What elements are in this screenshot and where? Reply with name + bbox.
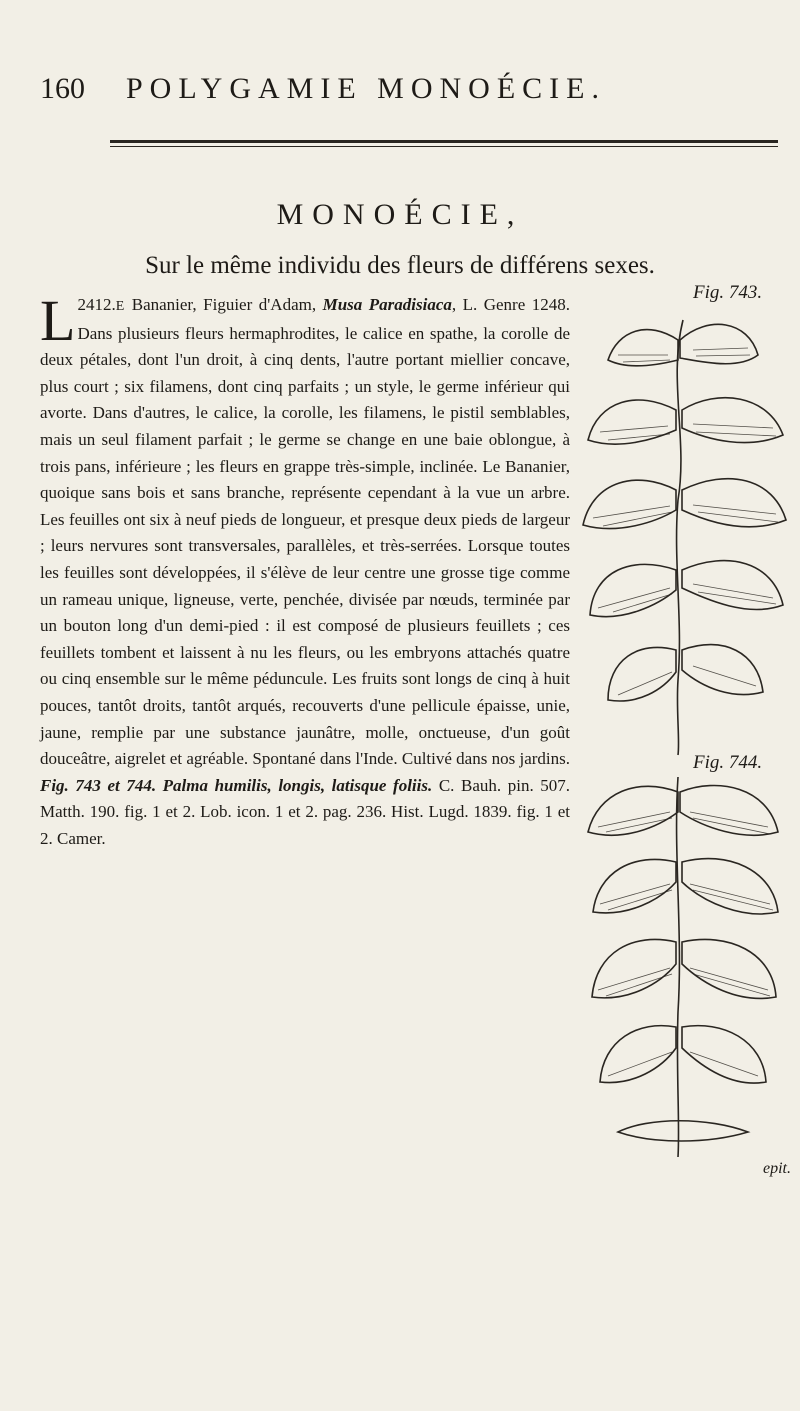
entry-number: 2412. xyxy=(77,295,116,314)
running-title: POLYGAMIE MONOÉCIE. xyxy=(126,72,606,105)
header-rule-thin xyxy=(110,146,778,147)
catchword: epit. xyxy=(763,1160,791,1177)
fig-744-label: Fig. 744. xyxy=(693,752,763,773)
section-title: MONOÉCIE, xyxy=(276,198,524,231)
references: C. Bauh. pin. 507. Matth. 190. fig. 1 et 2. Lob. icon. 1 et 2. pag. 236. Hist. Lugd. 1839. fig. 1 et 2. Camer. xyxy=(40,775,571,848)
header-rule-thick xyxy=(110,140,778,143)
entry-body: , L. Genre 1248. Dans plusieurs fleurs hermaphrodites, le calice en spathe, la corolle de deux pétales, dont l'un droit, à cinq dents, l'autre portant miellier concave, plus court ; six filamens, dont cinq parfaits ; un style, le germe inférieur qui avorte. Dans d'autres, le calice, la corolle, les filamens, le pistil semblables, mais un seul filament parfait ; le germe se change en une baie oblongue, à trois pans, inférieure ; les fleurs en grappe très-simple, inclinée. Le Bananier, quoique sans bois et sans branche, représente cependant à la vue un arbre. Les feuilles ont six à neuf pieds de longueur, et presque deux pieds de largeur ; leurs nervures sont transversales, parallèles, et très-serrées. Lorsque toutes les feuilles sont développées, il s'élève de leur centre une grosse tige comme un rameau unique, ligneuse, verte, penchée, divisée par nœuds, terminée par un bouton long d'un demi-pied : il est composé de plusieurs feuillets ; ces feuillets tombent et laissent à nu les fleurs, ou les embryons attachés quatre ou cinq ensemble sur le même péduncule. Les fruits sont longs de cinq à huit pouces, tantôt droits, tantôt arqués, recouverts d'une pellicule épaisse, unie, jaune, remplie par une substance jaunâtre, molle, onctueuse, d'un goût douceâtre, aigrelet et agréable. Spontané dans l'Inde. Cultivé dans nos jardins. xyxy=(40,295,570,769)
fig-743-label: Fig. 743. xyxy=(693,282,763,303)
lead-rest: E xyxy=(115,299,126,314)
drop-cap: L xyxy=(40,288,76,353)
entry-2412 xyxy=(40,288,571,852)
figure-reference: Fig. 743 et 744. xyxy=(40,775,157,795)
synonym: Palma humilis, longis, latisque foliis. xyxy=(162,775,433,795)
section-subtitle: Sur le même individu des fleurs de différens sexes. xyxy=(145,252,655,279)
banana-flower-illustration xyxy=(578,300,790,760)
botanical-plate xyxy=(578,280,791,1177)
latin-name: Musa Paradisiaca xyxy=(322,295,452,314)
running-head xyxy=(40,72,780,112)
lead-text: Bananier, Figuier d'Adam, xyxy=(125,295,317,314)
entry-text xyxy=(40,288,571,852)
page-number: 160 xyxy=(40,72,85,105)
banana-fruit-illustration xyxy=(578,772,790,1162)
